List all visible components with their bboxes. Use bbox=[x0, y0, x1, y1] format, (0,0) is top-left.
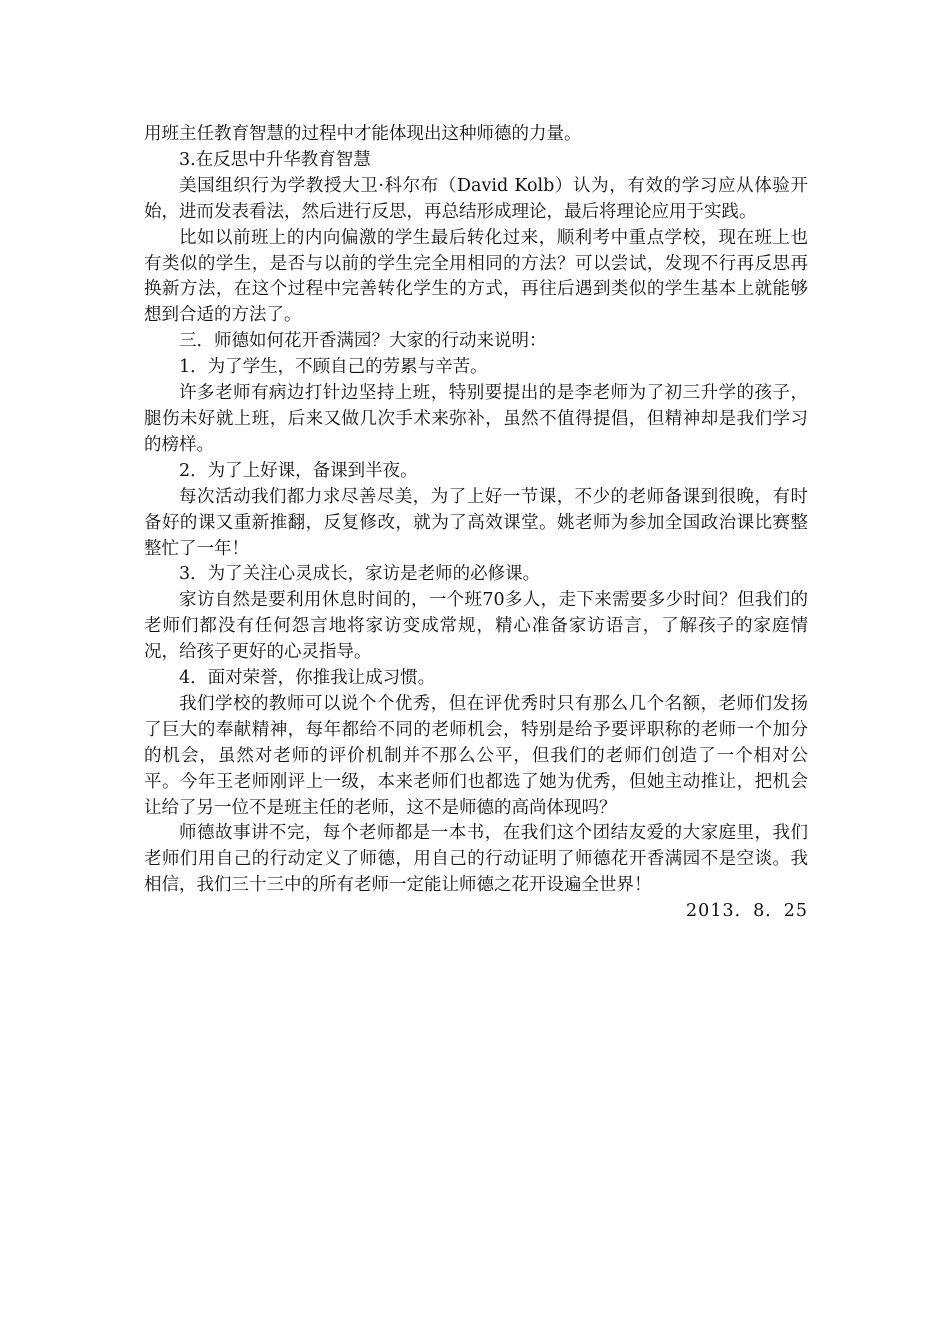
paragraph-2: 每次活动我们都力求尽善尽美，为了上好一节课，不少的老师备课到很晚，有时备好的课又重新推翻，反复修改，就为了高效课堂。姚老师为参加全国政治课比赛整整忙了一年！ bbox=[144, 486, 808, 559]
document-date: 2013．8．25 bbox=[686, 901, 808, 922]
paragraph-4: 我们学校的教师可以说个个优秀，但在评优秀时只有那么几个名额，老师们发扬了巨大的奉献精神，每年都给不同的老师机会，特别是给予要评职称的老师一个加分的机会，虽然对老师的评价机制并不那么公平，但我们的老师们创造了一个相对公平。今年王老师刚评上一级，本来老师们也都选了她为优秀，但她主动推让，把机会让给了另一位不是班主任的老师，这不是师德的高尚体现吗？ bbox=[144, 693, 808, 818]
paragraph-continuation: 用班主任教育智慧的过程中才能体现出这种师德的力量。 bbox=[144, 124, 582, 144]
document-page bbox=[144, 122, 808, 925]
section-heading-actions: 三．师德如何花开香满园？大家的行动来说明： bbox=[179, 331, 547, 352]
subheading-3: 3．为了关注心灵成长，家访是老师的必修课。 bbox=[179, 564, 541, 585]
subheading-2: 2．为了上好课，备课到半夜。 bbox=[179, 460, 418, 481]
subheading-1: 1．为了学生，不顾自己的劳累与辛苦。 bbox=[179, 357, 488, 378]
paragraph-kolb: 美国组织行为学教授大卫·科尔布（David Kolb）认为，有效的学习应从体验开始，进而发表看法，然后进行反思，再总结形成理论，最后将理论应用于实践。 bbox=[144, 175, 808, 222]
section-heading-reflection: 3.在反思中升华教育智慧 bbox=[179, 149, 371, 170]
paragraph-example: 比如以前班上的内向偏激的学生最后转化过来，顺利考中重点学校，现在班上也有类似的学生，是否与以前的学生完全用相同的方法？可以尝试，发现不行再反思再换新方法，在这个过程中完善转化学生的方式，再往后遇到类似的学生基本上就能够想到合适的方法了。 bbox=[144, 227, 808, 326]
paragraph-3: 家访自然是要利用休息时间的，一个班70多人，走下来需要多少时间？但我们的老师们都没有任何怨言地将家访变成常规，精心准备家访语言，了解孩子的家庭情况，给孩子更好的心灵指导。 bbox=[144, 590, 808, 663]
subheading-4: 4．面对荣誉，你推我让成习惯。 bbox=[179, 668, 436, 689]
paragraph-1: 许多老师有病边打针边坚持上班，特别要提出的是李老师为了初三升学的孩子，腿伤未好就上班，后来又做几次手术来弥补，虽然不值得提倡，但精神却是我们学习的榜样。 bbox=[144, 383, 808, 455]
paragraph-conclusion: 师德故事讲不完，每个老师都是一本书，在我们这个团结友爱的大家庭里，我们老师们用自己的行动定义了师德，用自己的行动证明了师德花开香满园不是空谈。我相信，我们三十三中的所有老师一定能让师德之花开设遍全世界！ bbox=[144, 823, 808, 896]
